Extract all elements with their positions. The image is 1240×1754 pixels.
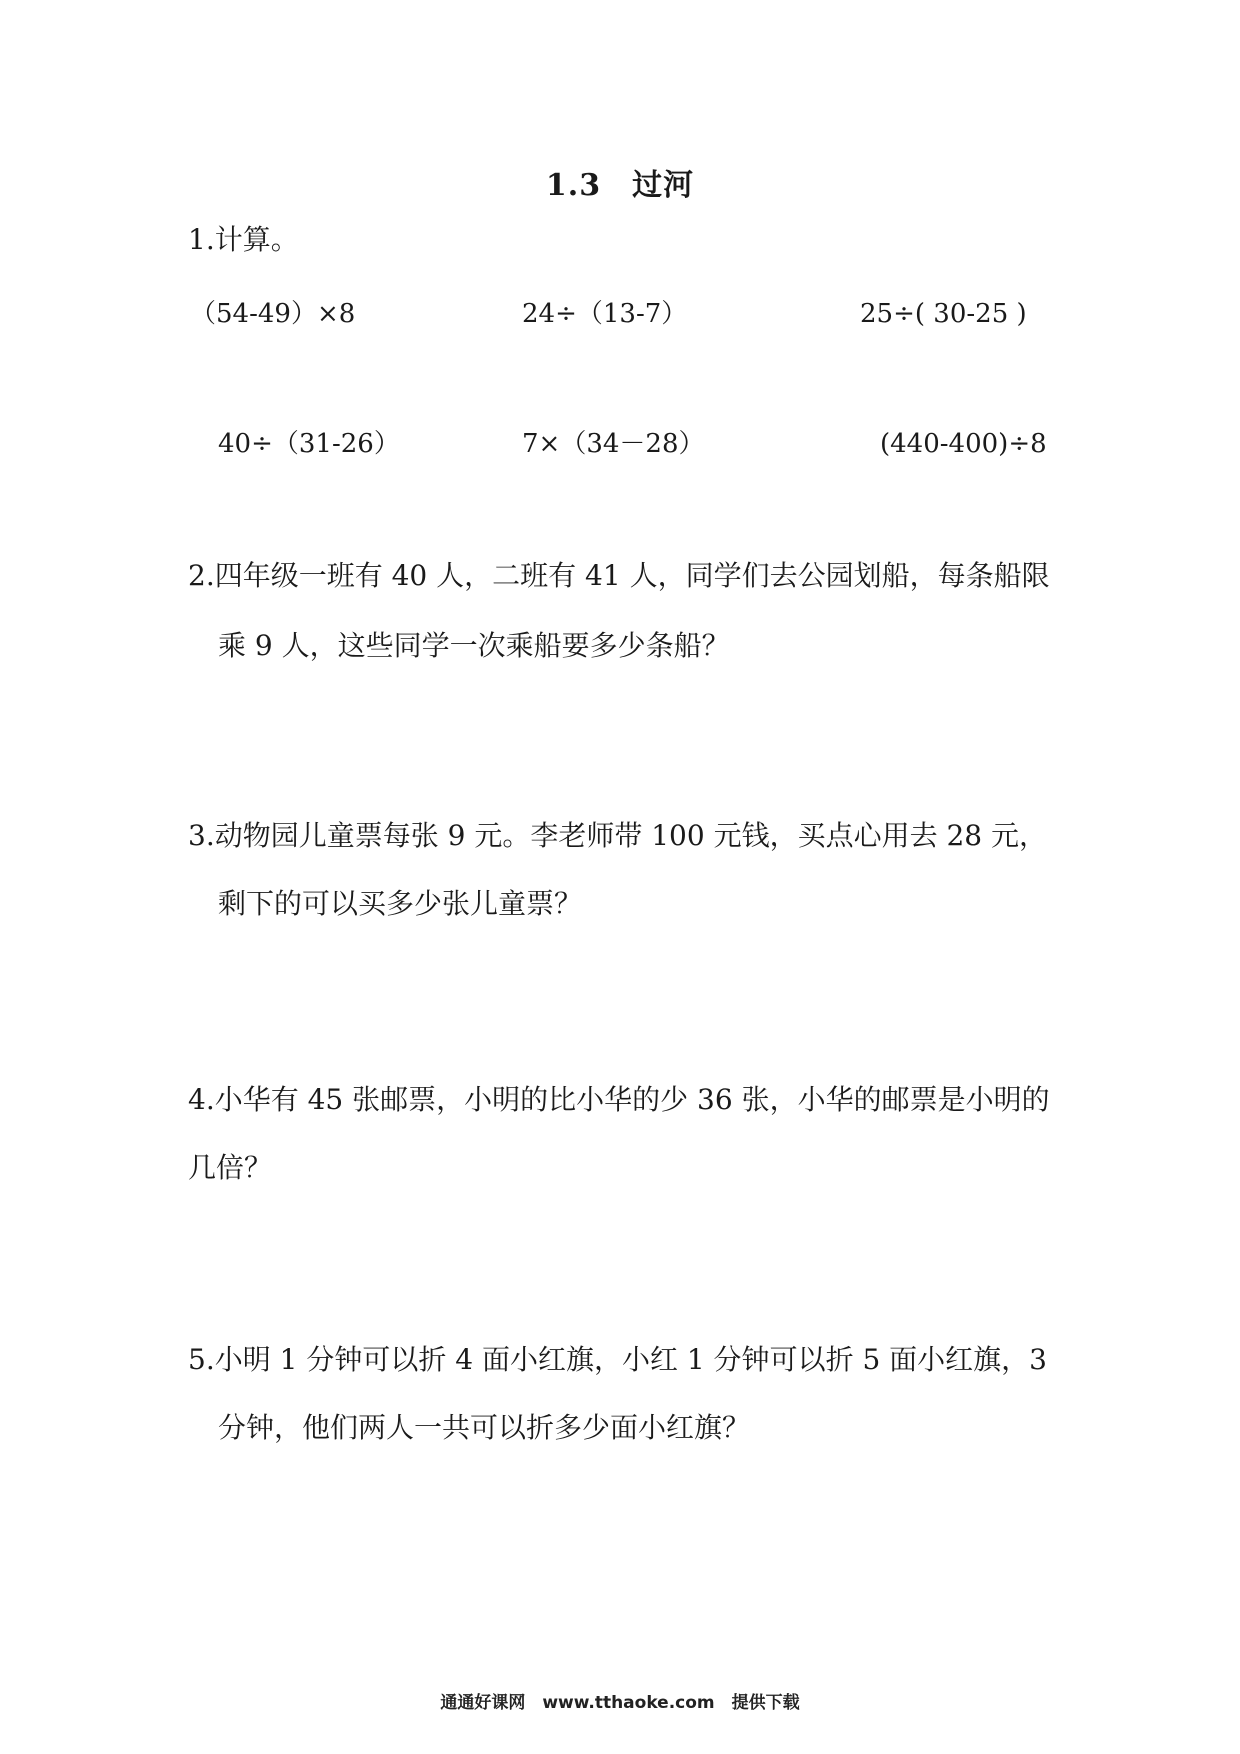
question-2-line-2: 乘 9 人，这些同学一次乘船要多少条船？ (218, 629, 730, 662)
question-1-heading: 1.计算。 (188, 223, 299, 256)
expression-2-2: 7×（34－28） (522, 429, 705, 459)
footer-source-note: 通通好课网 www.tthaoke.com 提供下载 (440, 1693, 800, 1713)
question-4-line-2: 几倍？ (188, 1151, 273, 1184)
expression-2-3: (440-400)÷8 (880, 429, 1047, 459)
question-2-line-1: 2.四年级一班有 40 人，二班有 41 人，同学们去公园划船，每条船限 (188, 559, 1050, 592)
expression-1-1: （54-49）×8 (190, 299, 356, 329)
page-title: 1.3 过河 (545, 168, 695, 203)
question-3-line-1: 3.动物园儿童票每张 9 元。李老师带 100 元钱，买点心用去 28 元， (188, 819, 1048, 852)
question-5-line-1: 5.小明 1 分钟可以折 4 面小红旗，小红 1 分钟可以折 5 面小红旗，3 (188, 1343, 1047, 1376)
expression-1-2: 24÷（13-7） (522, 299, 688, 329)
expression-1-3: 25÷( 30-25 ) (860, 299, 1027, 329)
question-5-line-2: 分钟，他们两人一共可以折多少面小红旗？ (218, 1411, 751, 1444)
question-3-line-2: 剩下的可以买多少张儿童票？ (218, 887, 583, 920)
question-4-line-1: 4.小华有 45 张邮票，小明的比小华的少 36 张，小华的邮票是小明的 (188, 1083, 1050, 1116)
expression-2-1: 40÷（31-26） (218, 429, 400, 459)
